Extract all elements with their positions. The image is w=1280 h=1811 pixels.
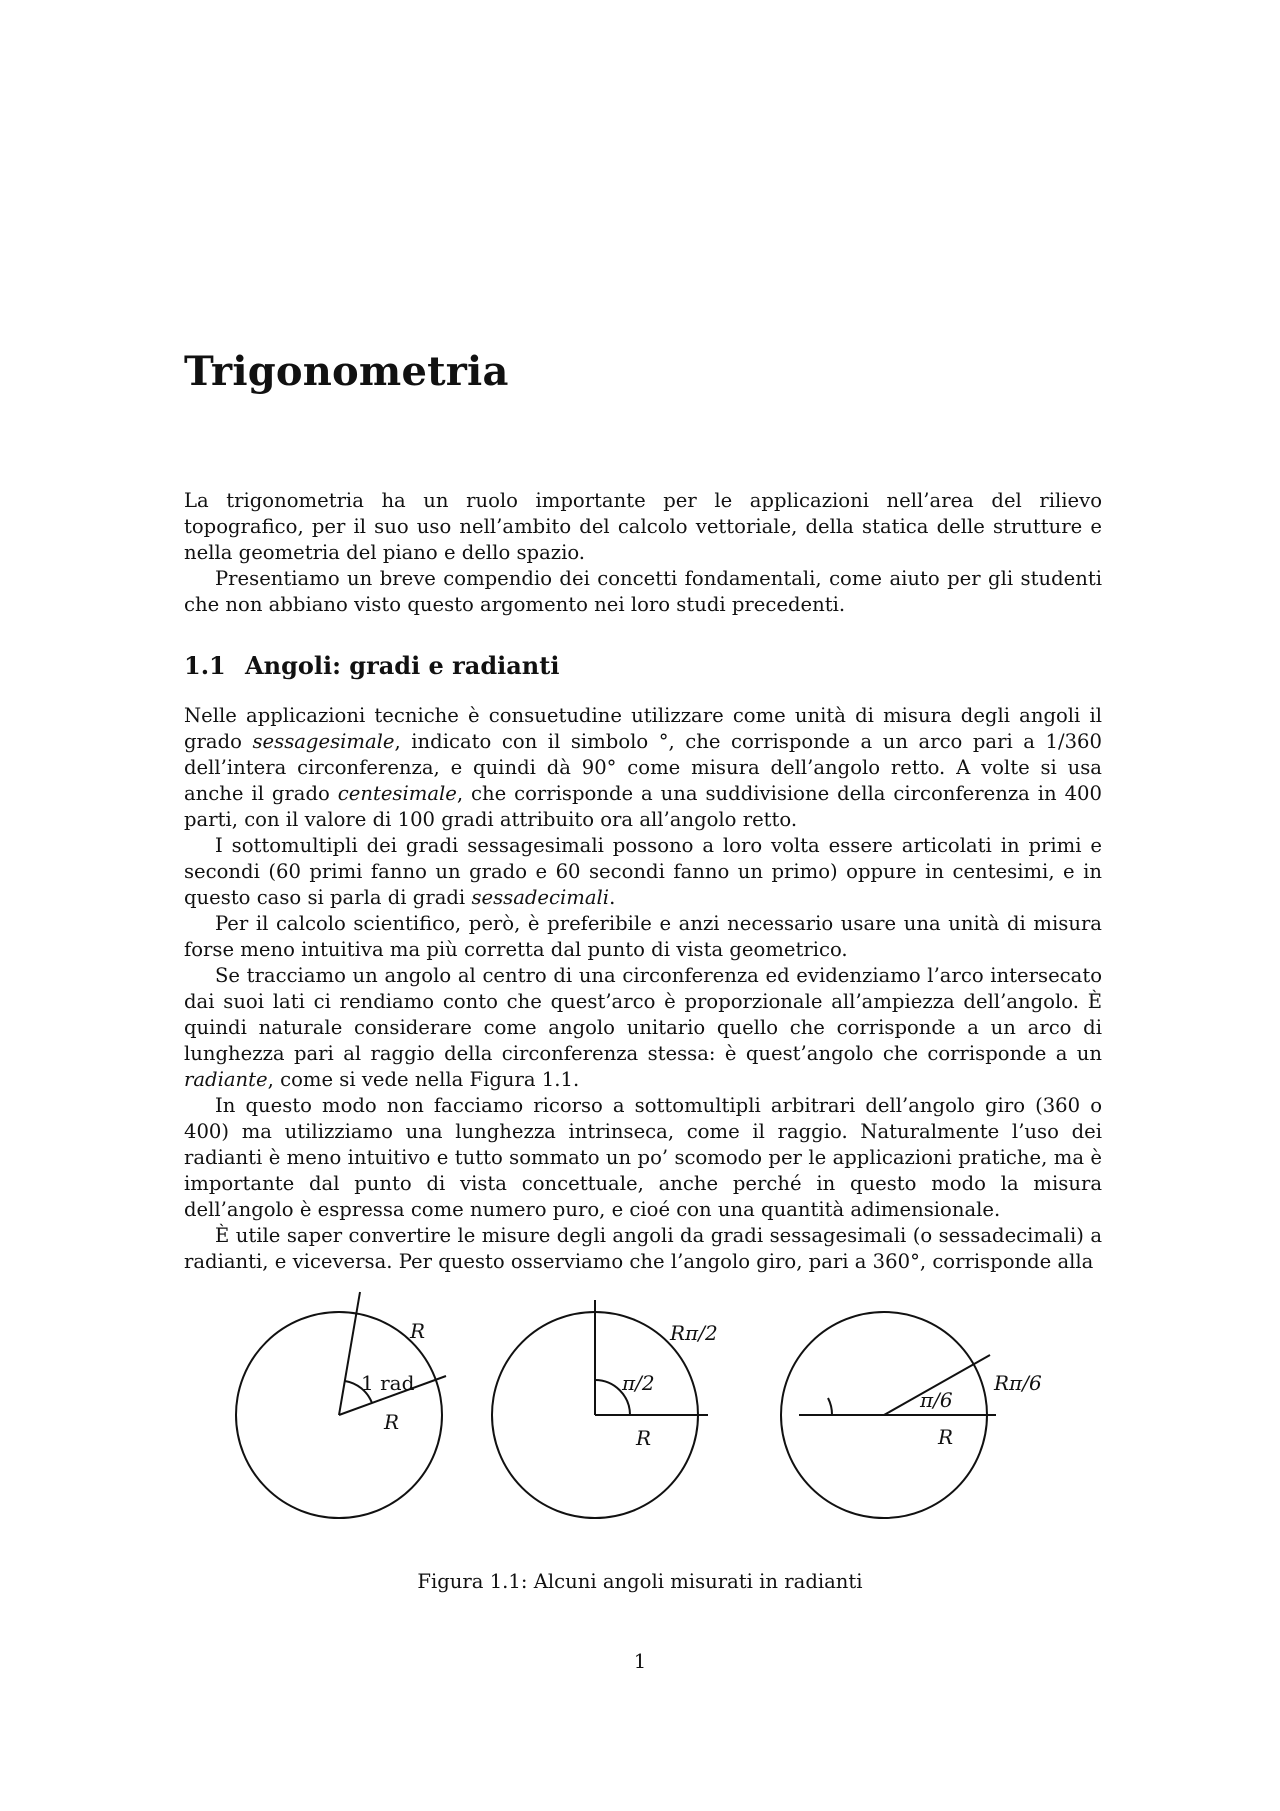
page-number: 1 — [633, 1650, 647, 1673]
circle-1-arc-label: R — [410, 1319, 426, 1343]
intro-paragraph-2: Presentiamo un breve compendio dei concetti fondamentali, come aiuto per gli studenti che non abbiano visto questo argomento nei loro studi precedenti. — [184, 567, 1102, 616]
intro-paragraph-1: La trigonometria ha un ruolo importante per le applicazioni nell’area del rilievo topografico, per il suo uso nell’ambito del calcolo vettoriale, della statica delle strutture e nella geometria del piano e dello spazio. — [184, 489, 1102, 564]
circle-3-radius-label: R — [938, 1425, 954, 1449]
section-paragraph-1: Nelle applicazioni tecniche è consuetudine utilizzare come unità di misura degli angoli il grado sessagesimale, indicato con il simbolo °, che corrisponde a un arco pari a 1/360 dell’intera circonferenza, e quindi dà 90° come misura dell’angolo retto. A volte si usa anche il grado centesimale, che corrisponde a una suddivisione della circonferenza in 400 parti, con il valore di 100 gradi attribuito ora all’angolo retto. — [184, 704, 1102, 831]
figure-radians — [184, 1300, 1102, 1530]
section-text — [184, 703, 1102, 1275]
circle-2-radius-label: R — [636, 1426, 652, 1450]
section-paragraph-2: I sottomultipli dei gradi sessagesimali possono a loro volta essere articolati in primi e secondi (60 primi fanno un grado e 60 secondi fanno un primo) oppure in centesimi, e in questo caso si parla di gradi sessadecimali. — [184, 834, 1102, 909]
figure-diagram — [184, 1300, 1102, 1530]
circle-3-angle-arc — [828, 1398, 832, 1415]
section-paragraph-4: Se tracciamo un angolo al centro di una circonferenza ed evidenziamo l’arco intersecato dai suoi lati ci rendiamo conto che quest’arco è proporzionale all’ampiezza dell’angolo. È quindi naturale considerare come angolo unitario quello che corrisponde a un arco di lunghezza pari al raggio della circonferenza stessa: è quest’angolo che corrisponde a un radiante, come si vede nella Figura 1.1. — [184, 964, 1102, 1091]
circle-2-arc-label: Rπ/2 — [670, 1321, 718, 1345]
circle-3-angle-label: π/6 — [920, 1388, 953, 1412]
circle-3-arc-label: Rπ/6 — [994, 1371, 1042, 1395]
circle-pi-6 — [781, 1312, 996, 1518]
section-paragraph-6: È utile saper convertire le misure degli angoli da gradi sessagesimali (o sessadecimali) a radianti, e viceversa. Per questo osserviamo che l’angolo giro, pari a 360°, corrisponde alla — [184, 1224, 1102, 1273]
chapter-title: Trigonometria — [184, 348, 509, 395]
circle-2-angle-label: π/2 — [622, 1371, 655, 1395]
section-title: Angoli: gradi e radianti — [245, 651, 560, 680]
figure-caption: Figura 1.1: Alcuni angoli misurati in radianti — [417, 1570, 863, 1593]
intro-text — [184, 488, 1102, 618]
section-paragraph-5: In questo modo non facciamo ricorso a sottomultipli arbitrari dell’angolo giro (360 o 400) ma utilizziamo una lunghezza intrinseca, come il raggio. Naturalmente l’uso dei radianti è meno intuitivo e tutto sommato un po’ scomodo per le applicazioni pratiche, ma è importante dal punto di vista concettuale, anche perché in questo modo la misura dell’angolo è espressa come numero puro, e cioé con una quantità adimensionale. — [184, 1094, 1102, 1221]
section-heading — [184, 651, 559, 680]
section-number: 1.1 — [184, 651, 226, 680]
section-paragraph-3: Per il calcolo scientifico, però, è preferibile e anzi necessario usare una unità di misura forse meno intuitiva ma più corretta dal punto di vista geometrico. — [184, 912, 1102, 961]
circle-1-radius-label: R — [384, 1410, 400, 1434]
circle-1-arc-side — [339, 1292, 360, 1415]
circle-1-angle-label: 1 rad — [361, 1371, 415, 1395]
